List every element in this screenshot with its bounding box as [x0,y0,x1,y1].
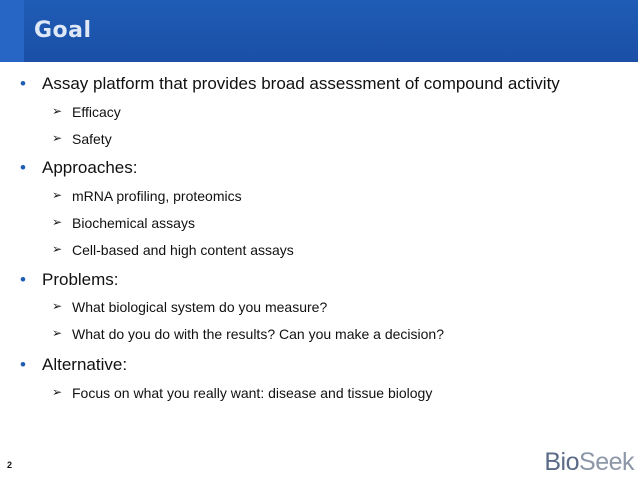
arrow-bullet-icon: ➢ [52,242,63,256]
arrow-bullet-icon: ➢ [52,385,63,399]
bullet-dot-icon: • [20,355,26,374]
header-bar [0,0,638,62]
sub-bullet-text: Efficacy [72,104,121,120]
bullet-dot-icon: • [20,270,26,289]
arrow-bullet-icon: ➢ [52,215,63,229]
bullet-text: Alternative: [42,355,128,374]
bullet-text: Problems: [42,270,119,289]
slide-title: Goal [34,18,92,43]
sub-bullet-text: mRNA profiling, proteomics [72,188,242,204]
sub-bullet-text: Biochemical assays [72,215,195,231]
logo-part-bio: Bio [544,448,580,476]
sub-bullet-text: What do you do with the results? Can you make a decision? [72,326,444,342]
sub-bullet-text: Cell-based and high content assays [72,242,294,258]
arrow-bullet-icon: ➢ [52,104,63,118]
sub-bullet-text: Safety [72,131,112,147]
bullet-dot-icon: • [20,158,26,177]
header-accent-strip [0,0,24,62]
arrow-bullet-icon: ➢ [52,326,63,340]
bullet-dot-icon: • [20,74,26,93]
arrow-bullet-icon: ➢ [52,299,63,313]
bioseek-logo [544,448,634,477]
arrow-bullet-icon: ➢ [52,131,63,145]
logo-part-seek: Seek [579,448,634,476]
sub-bullet-text: Focus on what you really want: disease and tissue biology [72,385,433,401]
bullet-text: Approaches: [42,158,138,177]
page-number: 2 [7,460,13,470]
sub-bullet-text: What biological system do you measure? [72,299,328,315]
bullet-text: Assay platform that provides broad assessment of compound activity [42,74,560,93]
arrow-bullet-icon: ➢ [52,188,63,202]
